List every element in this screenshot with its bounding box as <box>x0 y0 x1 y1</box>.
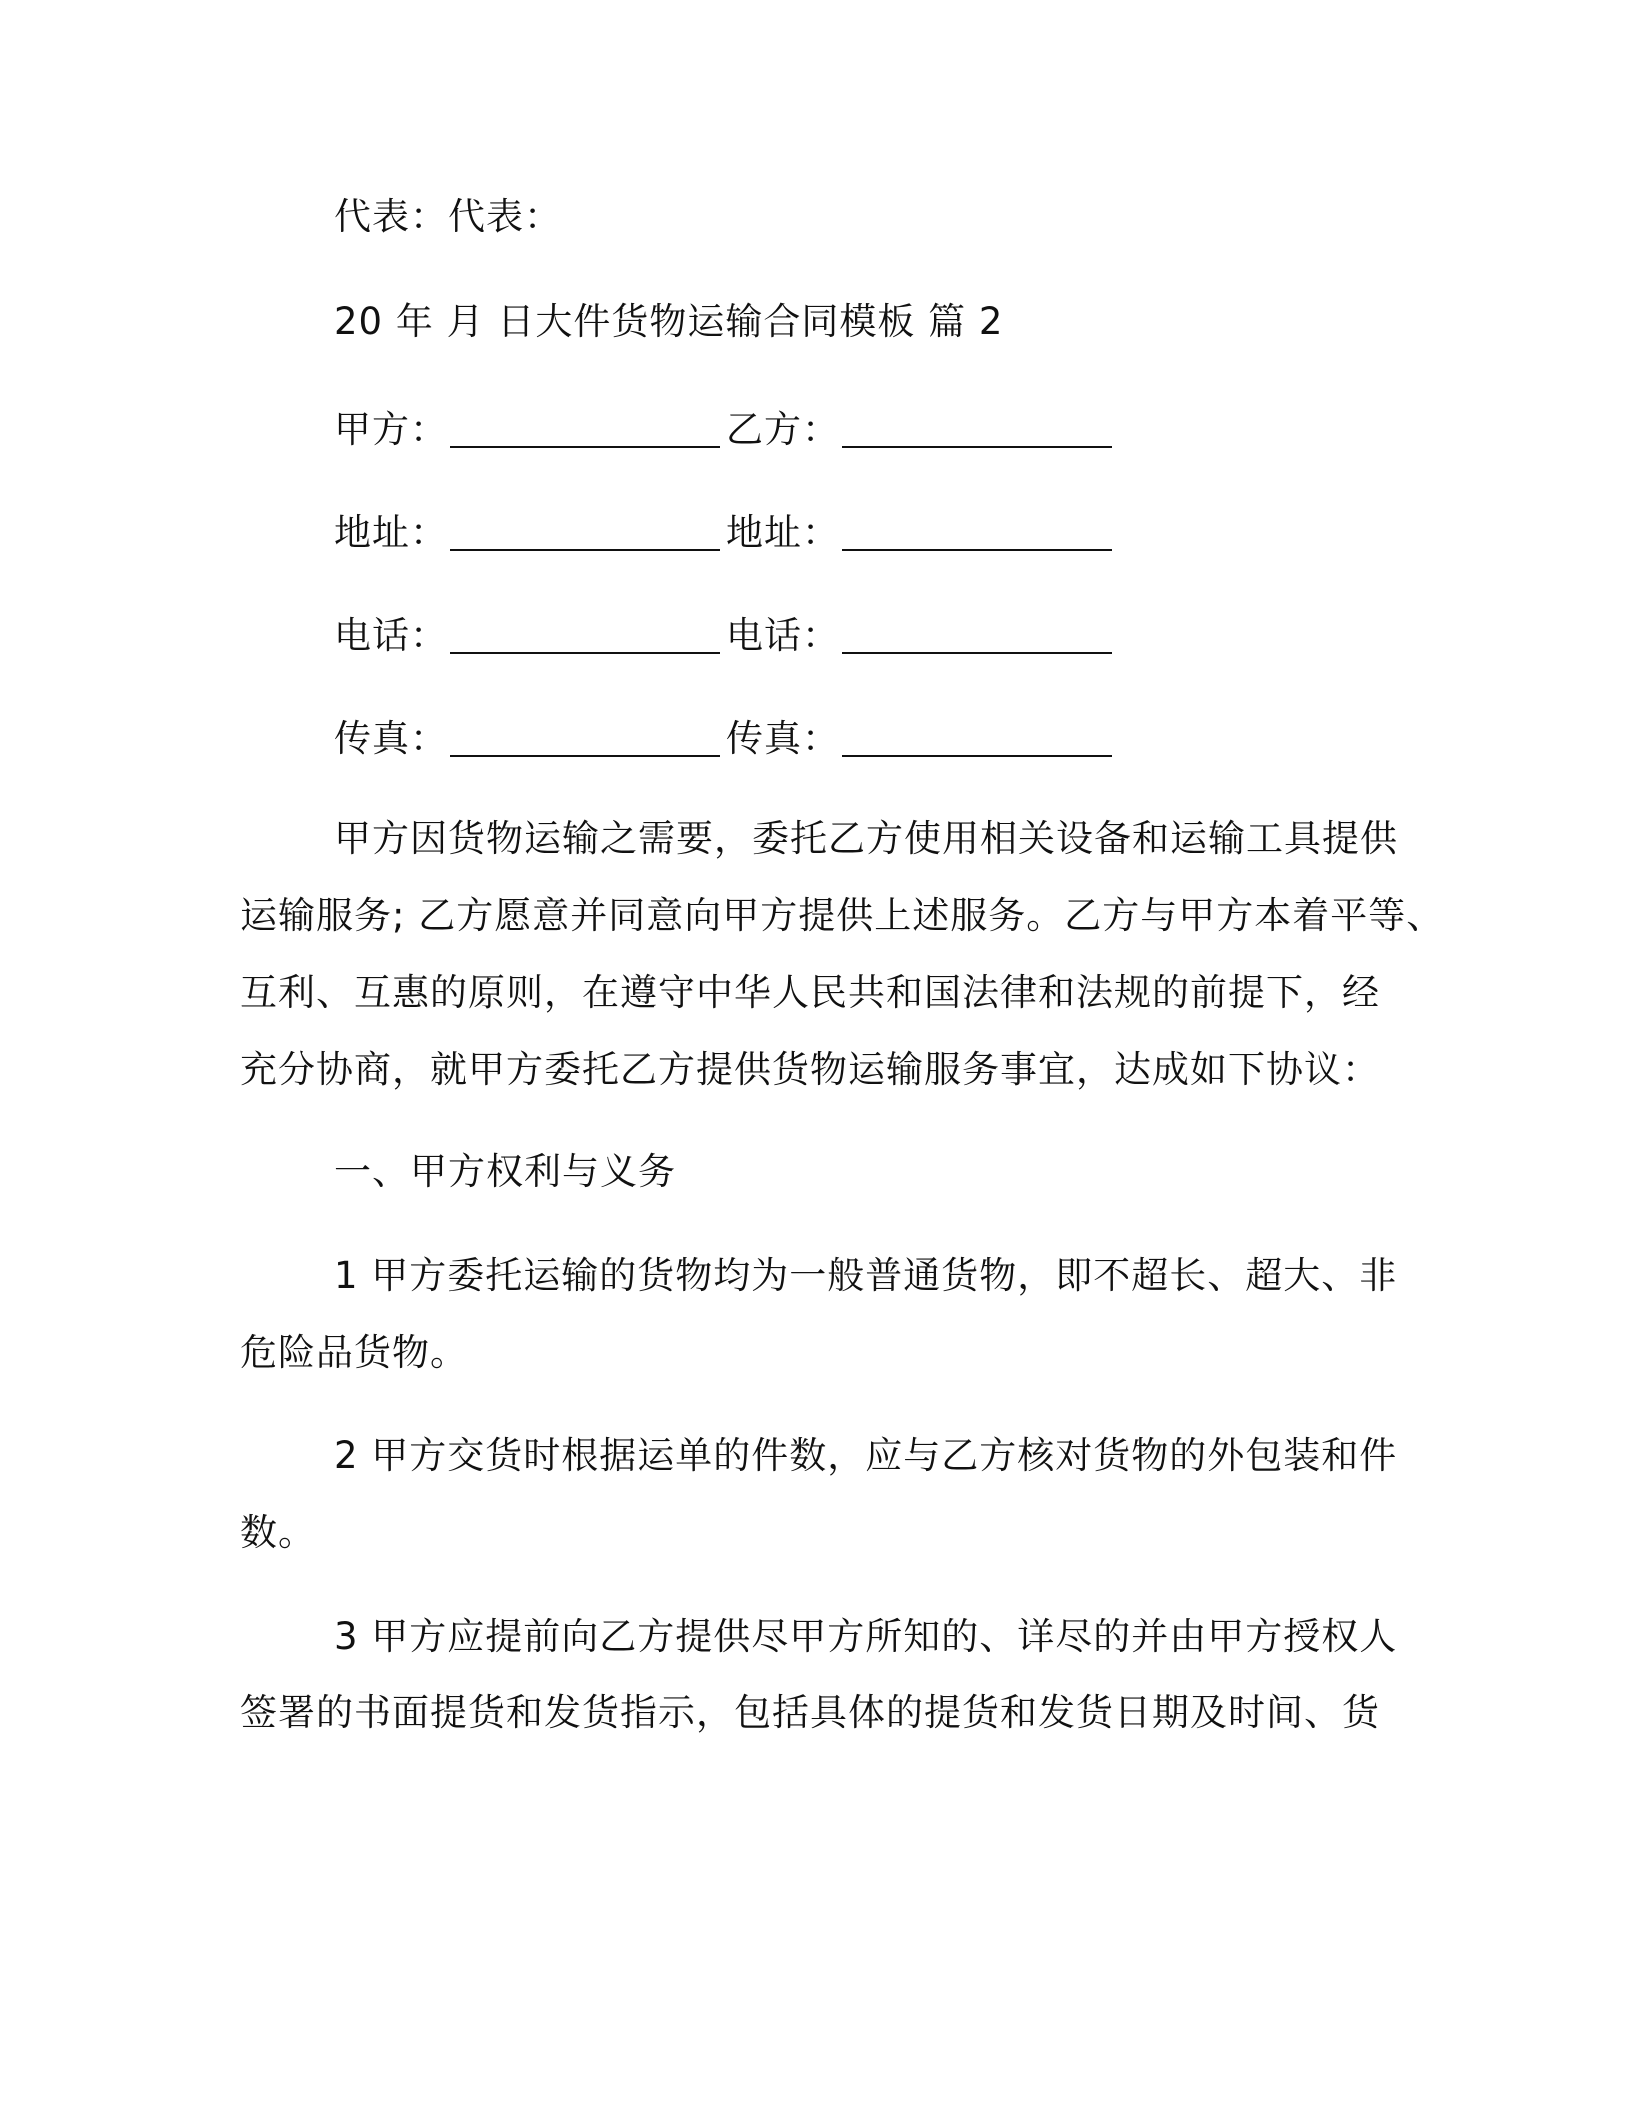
party-field-row <box>334 407 1118 453</box>
phone-b-label: 电话： <box>726 614 840 657</box>
clause-line: 2 甲方交货时根据运单的件数，应与乙方核对货物的外包装和件 <box>334 1434 1398 1477</box>
fax-b-blank <box>842 751 1112 757</box>
fax-a-blank <box>450 751 720 757</box>
intro-paragraph-line: 甲方因货物运输之需要，委托乙方使用相关设备和运输工具提供 <box>334 817 1398 860</box>
intro-paragraph-line: 运输服务; 乙方愿意并同意向甲方提供上述服务。乙方与甲方本着平等、 <box>240 894 1445 937</box>
phone-field-row <box>334 613 1118 659</box>
phone-a-blank <box>450 648 720 654</box>
fax-a-label: 传真： <box>334 717 448 760</box>
party-a-label: 甲方： <box>334 408 448 451</box>
intro-paragraph-line: 充分协商，就甲方委托乙方提供货物运输服务事宜，达成如下协议： <box>240 1048 1380 1091</box>
clause-line: 数。 <box>240 1511 316 1554</box>
intro-paragraph-line: 互利、互惠的原则，在遵守中华人民共和国法律和法规的前提下，经 <box>240 971 1380 1014</box>
contract-heading: 20 年 月 日大件货物运输合同模板 篇 2 <box>334 300 1004 343</box>
clause-line: 签署的书面提货和发货指示，包括具体的提货和发货日期及时间、货 <box>240 1691 1380 1734</box>
phone-a-label: 电话： <box>334 614 448 657</box>
phone-b-blank <box>842 648 1112 654</box>
representative-line: 代表：代表： <box>334 195 562 238</box>
clause-line: 1 甲方委托运输的货物均为一般普通货物，即不超长、超大、非 <box>334 1254 1398 1297</box>
party-b-blank <box>842 442 1112 448</box>
party-a-blank <box>450 442 720 448</box>
section-title: 一、甲方权利与义务 <box>334 1150 676 1193</box>
fax-b-label: 传真： <box>726 717 840 760</box>
clause-line: 3 甲方应提前向乙方提供尽甲方所知的、详尽的并由甲方授权人 <box>334 1615 1398 1658</box>
address-field-row <box>334 510 1118 556</box>
fax-field-row <box>334 716 1118 762</box>
clause-line: 危险品货物。 <box>240 1331 468 1374</box>
address-b-blank <box>842 545 1112 551</box>
address-a-blank <box>450 545 720 551</box>
address-b-label: 地址： <box>726 511 840 554</box>
address-a-label: 地址： <box>334 511 448 554</box>
party-b-label: 乙方： <box>726 408 840 451</box>
